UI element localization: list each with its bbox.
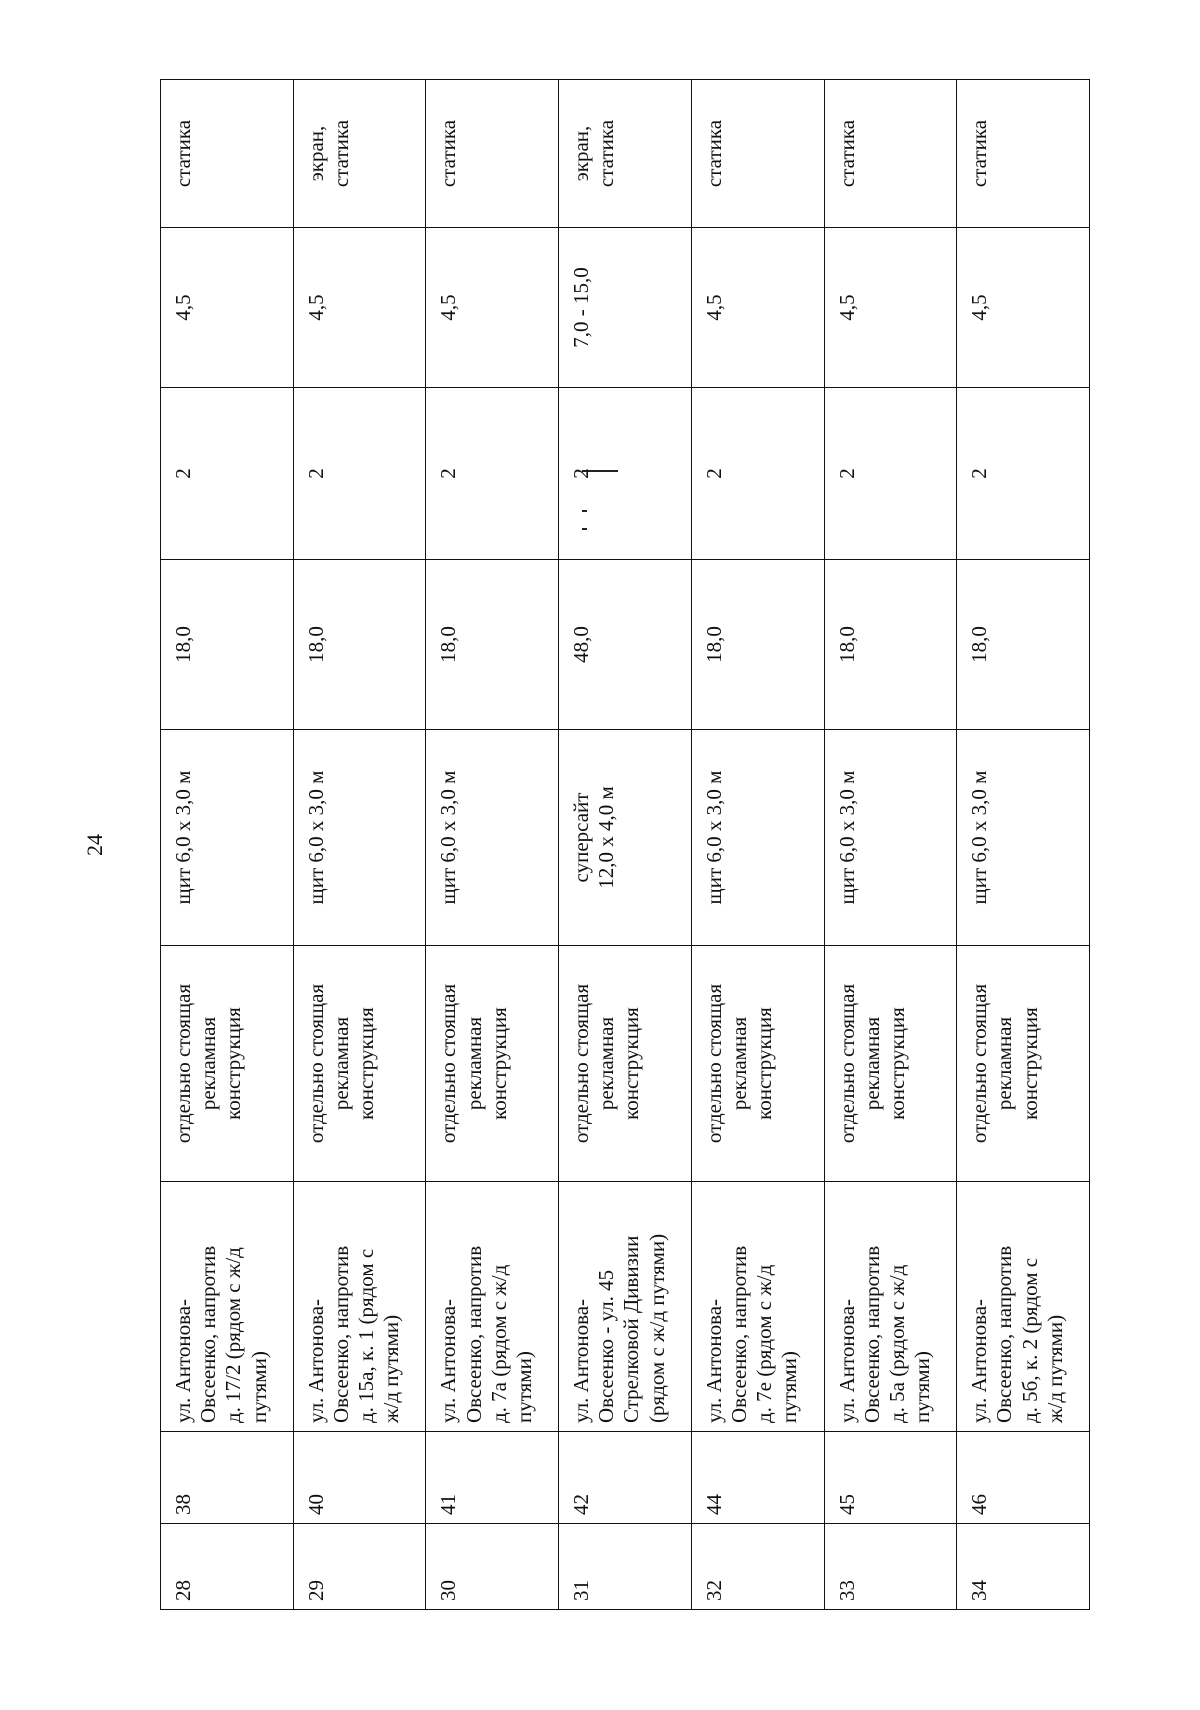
height-cell: 4,5 <box>691 228 824 388</box>
display-kind-cell-line: экран, <box>303 125 328 182</box>
area-cell: 18,0 <box>161 560 294 730</box>
format-cell-line: суперсайт <box>569 792 594 883</box>
format-cell-line: щит 6,0 х 3,0 м <box>701 770 726 905</box>
address-cell <box>691 1182 824 1432</box>
address-cell-line: Овсеенко, напротив <box>727 1245 751 1423</box>
address-cell-line: Овсеенко, напротив <box>196 1245 221 1423</box>
address-cell <box>161 1182 294 1432</box>
object-id-cell: 44 <box>691 1432 824 1524</box>
height-cell: 7,0 - 15,0 <box>559 228 692 388</box>
registry-table <box>160 79 1090 1610</box>
area-cell: 18,0 <box>957 560 1090 730</box>
construction-type-cell <box>161 946 294 1182</box>
registry-table-wrapper <box>160 80 1090 1610</box>
construction-type-cell <box>824 946 957 1182</box>
display-kind-cell <box>293 80 426 228</box>
row-number-cell: 34 <box>957 1524 1090 1610</box>
construction-type-cell-line: конструкция <box>619 1007 644 1120</box>
display-kind-cell <box>691 80 824 228</box>
construction-type-cell-line: рекламная <box>461 1016 486 1111</box>
address-cell-line: ул. Антонова- <box>569 1298 594 1423</box>
format-cell-line: щит 6,0 х 3,0 м <box>303 770 328 905</box>
format-cell <box>691 730 824 946</box>
sides-cell: 2 <box>293 388 426 560</box>
height-cell: 4,5 <box>824 228 957 388</box>
area-cell: 48,0 <box>559 560 692 730</box>
address-cell-line: ул. Антонова- <box>701 1298 726 1423</box>
row-number-cell: 31 <box>559 1524 692 1610</box>
object-id-cell: 40 <box>293 1432 426 1524</box>
area-cell: 18,0 <box>293 560 426 730</box>
table-row <box>957 80 1090 1610</box>
height-cell: 4,5 <box>161 228 294 388</box>
page-number: 24 <box>82 834 107 856</box>
construction-type-cell-line: отдельно стоящая <box>834 983 859 1144</box>
sides-cell: 2 <box>559 388 692 560</box>
format-cell <box>559 730 692 946</box>
construction-type-cell-line: отдельно стоящая <box>569 983 594 1144</box>
construction-type-cell-line: отдельно стоящая <box>967 983 992 1144</box>
format-cell <box>426 730 559 946</box>
display-kind-cell-line: статика <box>701 119 726 188</box>
address-cell-line: путями) <box>511 1351 536 1423</box>
table-row <box>559 80 692 1610</box>
display-kind-cell <box>824 80 957 228</box>
display-kind-cell-line: статика <box>967 119 992 188</box>
construction-type-cell-line: рекламная <box>594 1016 619 1111</box>
address-cell-line: ул. Антонова- <box>436 1298 461 1423</box>
object-id-cell: 42 <box>559 1432 692 1524</box>
height-cell: 4,5 <box>293 228 426 388</box>
construction-type-cell-line: конструкция <box>1017 1007 1042 1120</box>
address-cell-line: путями) <box>910 1351 935 1423</box>
address-cell-line: Стрелковой Дивизии <box>619 1235 644 1423</box>
address-cell-line: ж/д путями) <box>1042 1314 1067 1423</box>
address-cell-line: Овсеенко, напротив <box>859 1245 884 1423</box>
format-cell-line: щит 6,0 х 3,0 м <box>834 770 859 905</box>
construction-type-cell-line: конструкция <box>221 1007 246 1120</box>
display-kind-cell-line: экран, <box>569 125 594 182</box>
address-cell-line: ул. Антонова- <box>171 1298 195 1423</box>
area-cell: 18,0 <box>691 560 824 730</box>
address-cell <box>559 1182 692 1432</box>
construction-type-cell-line: отдельно стоящая <box>436 983 461 1144</box>
construction-type-cell-line: рекламная <box>727 1016 751 1111</box>
format-cell <box>161 730 294 946</box>
object-id-cell: 41 <box>426 1432 559 1524</box>
construction-type-cell-line: конструкция <box>884 1007 909 1120</box>
construction-type-cell-line: рекламная <box>328 1016 353 1111</box>
display-kind-cell <box>559 80 692 228</box>
object-id-cell: 45 <box>824 1432 957 1524</box>
construction-type-cell <box>691 946 824 1182</box>
format-cell-line: щит 6,0 х 3,0 м <box>436 770 461 905</box>
address-cell-line: Овсеенко, напротив <box>461 1245 486 1423</box>
format-cell-line: щит 6,0 х 3,0 м <box>967 770 992 905</box>
address-cell-line: Овсеенко - ул. 45 <box>594 1269 619 1423</box>
construction-type-cell-line: конструкция <box>752 1007 777 1120</box>
row-number-cell: 32 <box>691 1524 824 1610</box>
construction-type-cell-line: конструкция <box>486 1007 511 1120</box>
sides-cell: 2 <box>426 388 559 560</box>
table-body <box>161 80 1090 1610</box>
row-number-cell: 28 <box>161 1524 294 1610</box>
address-cell-line: Овсеенко, напротив <box>992 1245 1017 1423</box>
sides-cell: 2 <box>824 388 957 560</box>
construction-type-cell-line: отдельно стоящая <box>171 983 195 1144</box>
construction-type-cell-line: рекламная <box>196 1016 221 1111</box>
sides-cell: 2 <box>161 388 294 560</box>
height-cell: 4,5 <box>957 228 1090 388</box>
construction-type-cell-line: конструкция <box>354 1007 379 1120</box>
construction-type-cell-line: отдельно стоящая <box>701 983 726 1144</box>
construction-type-cell-line: рекламная <box>992 1016 1017 1111</box>
table-row <box>161 80 294 1610</box>
address-cell-line: д. 7а (рядом с ж/д <box>486 1264 511 1423</box>
address-cell-line: д. 7е (рядом с ж/д <box>752 1264 777 1423</box>
display-kind-cell-line: статика <box>171 119 195 188</box>
object-id-cell: 38 <box>161 1432 294 1524</box>
address-cell <box>293 1182 426 1432</box>
construction-type-cell-line: отдельно стоящая <box>303 983 328 1144</box>
construction-type-cell <box>426 946 559 1182</box>
sides-cell: 2 <box>691 388 824 560</box>
address-cell-line: Овсеенко, напротив <box>328 1245 353 1423</box>
table-row <box>426 80 559 1610</box>
object-id-cell: 46 <box>957 1432 1090 1524</box>
address-cell-line: (рядом с ж/д путями) <box>644 1233 669 1423</box>
address-cell-line: путями) <box>246 1351 271 1423</box>
address-cell-line: ул. Антонова- <box>303 1298 328 1423</box>
row-number-cell: 29 <box>293 1524 426 1610</box>
row-number-cell: 33 <box>824 1524 957 1610</box>
area-cell: 18,0 <box>426 560 559 730</box>
address-cell <box>426 1182 559 1432</box>
display-kind-cell-line: статика <box>594 119 619 188</box>
display-kind-cell-line: статика <box>436 119 461 188</box>
table-row <box>824 80 957 1610</box>
format-cell-line: 12,0 х 4,0 м <box>594 786 619 889</box>
display-kind-cell-line: статика <box>328 119 353 188</box>
address-cell-line: путями) <box>777 1351 802 1423</box>
construction-type-cell <box>293 946 426 1182</box>
construction-type-cell <box>559 946 692 1182</box>
address-cell-line: ул. Антонова- <box>834 1298 859 1423</box>
address-cell <box>957 1182 1090 1432</box>
display-kind-cell <box>426 80 559 228</box>
display-kind-cell <box>957 80 1090 228</box>
format-cell <box>957 730 1090 946</box>
address-cell-line: д. 17/2 (рядом с ж/д <box>221 1247 246 1423</box>
address-cell-line: д. 15а, к. 1 (рядом с <box>354 1248 379 1423</box>
sides-cell: 2 <box>957 388 1090 560</box>
address-cell-line: д. 5б, к. 2 (рядом с <box>1017 1257 1042 1423</box>
address-cell-line: ж/д путями) <box>379 1314 404 1423</box>
height-cell: 4,5 <box>426 228 559 388</box>
display-kind-cell <box>161 80 294 228</box>
address-cell-line: д. 5а (рядом с ж/д <box>884 1264 909 1423</box>
address-cell <box>824 1182 957 1432</box>
row-number-cell: 30 <box>426 1524 559 1610</box>
table-row <box>293 80 426 1610</box>
address-cell-line: ул. Антонова- <box>967 1298 992 1423</box>
construction-type-cell-line: рекламная <box>859 1016 884 1111</box>
table-row <box>691 80 824 1610</box>
display-kind-cell-line: статика <box>834 119 859 188</box>
format-cell-line: щит 6,0 х 3,0 м <box>171 770 195 905</box>
format-cell <box>824 730 957 946</box>
construction-type-cell <box>957 946 1090 1182</box>
format-cell <box>293 730 426 946</box>
area-cell: 18,0 <box>824 560 957 730</box>
